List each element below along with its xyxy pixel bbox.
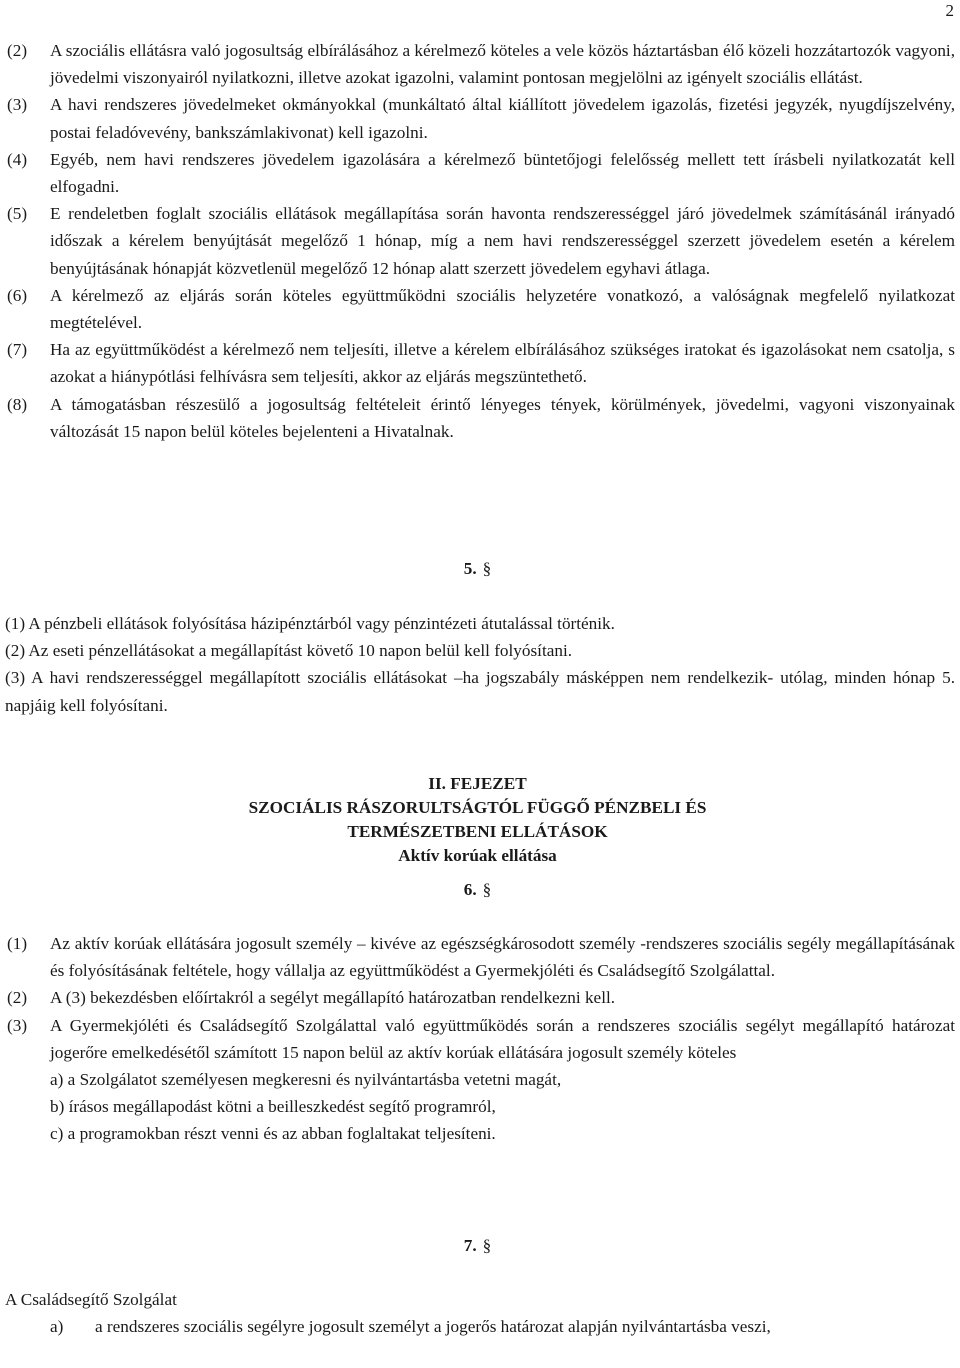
section-7-item-a xyxy=(0,1313,955,1340)
subitem-c: c) a programokban részt venni és az abban foglaltakat teljesíteni. xyxy=(50,1124,496,1144)
paragraph-2 xyxy=(0,37,955,91)
section-sign: § xyxy=(482,880,492,899)
section-number: 7. xyxy=(463,1236,477,1255)
chapter-heading xyxy=(0,772,955,868)
paragraph-number: (5) xyxy=(7,204,28,224)
paragraph-8 xyxy=(0,391,955,445)
section-sign: § xyxy=(482,1236,492,1255)
paragraph-5 xyxy=(0,200,955,282)
section-6-paragraph-1 xyxy=(0,930,955,984)
paragraph-text: A (3) bekezdésben előírtakról a segélyt megállapító határozatban rendelkezni kell. xyxy=(50,988,616,1008)
item-letter: a) xyxy=(50,1317,64,1337)
paragraph-number: (7) xyxy=(7,340,28,360)
subitem-a: a) a Szolgálatot személyesen megkeresni és nyilvántartásba vetetni magát, xyxy=(50,1070,562,1090)
paragraph-number: (3) xyxy=(7,95,28,115)
paragraph-3 xyxy=(0,91,955,145)
section-6-paragraph-2 xyxy=(0,984,955,1011)
paragraph-text: A havi rendszeres jövedelmeket okmányokkal (munkáltató által kiállított jövedelem igazolás, fizetési jegyzék, nyugdíjszelvény, postai feladóvevény, bankszámlakivonat) kell igazolni. xyxy=(50,95,955,142)
page-number: 2 xyxy=(945,1,954,20)
section-number: 6. xyxy=(463,880,477,899)
paragraph-number: (8) xyxy=(7,394,28,414)
chapter-title-line-1: SZOCIÁLIS RÁSZORULTSÁGTÓL FÜGGŐ PÉNZBELI ÉS xyxy=(248,798,707,817)
section-5-heading xyxy=(0,555,955,582)
section-6-heading xyxy=(0,876,955,903)
paragraph-text: E rendeletben foglalt szociális ellátások megállapítása során havonta rendszerességgel járó jövedelmek számításánál irányadó időszak a kérelem benyújtását megelőző 1 hónap, míg a nem havi rendszerességgel szerzett jövedelem esetén a kérelem benyújtásának hónapját közvetlenül megelőző 12 hónap alatt szerzett jövedelem egyhavi átlaga. xyxy=(50,204,955,278)
chapter-number: II. FEJEZET xyxy=(428,774,527,793)
paragraph-text: A szociális ellátásra való jogosultság elbírálásához a kérelmező köteles a vele közös háztartásban élő közeli hozzátartozók vagyoni, jövedelmi viszonyairól nyilatkozni, illetve azokat igazolni, valamint pontosan megjelölni az igényelt szociális ellátást. xyxy=(50,41,955,88)
paragraph-number: (4) xyxy=(7,149,28,169)
section-7-intro: A Családsegítő Szolgálat xyxy=(5,1290,177,1309)
section-7-body xyxy=(0,1286,955,1340)
section-5-paragraphs xyxy=(0,610,955,719)
paragraph-number: (6) xyxy=(7,285,28,305)
item-text: a rendszeres szociális segélyre jogosult személyt a jogerős határozat alapján nyilvántartásba veszi, xyxy=(95,1317,771,1337)
section-6-paragraph-3 xyxy=(0,1012,955,1066)
paragraph-text: A támogatásban részesülő a jogosultság feltételeit érintő lényeges tények, körülmények, jövedelmi, vagyoni viszonyainak változását 15 napon belül köteles bejelenteni a Hivatalnak. xyxy=(50,394,955,441)
paragraph-number: (2) xyxy=(7,41,28,60)
section-sign: § xyxy=(482,559,492,578)
paragraph-text: Egyéb, nem havi rendszeres jövedelem igazolására a kérelmező büntetőjogi felelősség mellett tett írásbeli nyilatkozatát kell elfogadni. xyxy=(50,149,955,197)
section-6-paragraphs xyxy=(0,930,955,1148)
section-5-paragraph-2: (2) Az eseti pénzellátásokat a megállapítást követő 10 napon belül kell folyósítani. xyxy=(5,641,573,661)
section-number: 5. xyxy=(463,559,477,578)
paragraph-number: (2) xyxy=(7,988,28,1008)
chapter-title-line-2: TERMÉSZETBENI ELLÁTÁSOK xyxy=(347,822,608,841)
chapter-subtitle: Aktív korúak ellátása xyxy=(398,846,557,865)
paragraph-text: A Gyermekjóléti és Családsegítő Szolgálattal való együttműködés során a rendszeres szociális segélyt megállapító határozat jogerőre emelkedésétől számított 15 napon belül az aktív korúak ellátására jogosult személy köteles xyxy=(50,1015,955,1062)
subitem-b: b) írásos megállapodást kötni a beilleszkedést segítő programról, xyxy=(50,1097,496,1117)
paragraph-6 xyxy=(0,282,955,336)
section-7-heading xyxy=(0,1232,955,1259)
paragraph-text: Ha az együttműködést a kérelmező nem teljesíti, illetve a kérelem elbírálásához szükséges iratokat és igazolásokat nem csatolja, s azokat a hiánypótlási felhívásra sem teljesíti, akkor az eljárás megszüntethető. xyxy=(50,340,955,387)
paragraph-text: Az aktív korúak ellátására jogosult személy – kivéve az egészségkárosodott személy -rendszeres szociális segély megállapításának és folyósításának feltétele, hogy vállalja az együttműködést a Gyermekjóléti és Családsegítő Szolgálattal. xyxy=(50,934,955,981)
paragraph-number: (1) xyxy=(7,934,28,953)
paragraph-7 xyxy=(0,336,955,390)
paragraph-4 xyxy=(0,146,955,200)
paragraph-text: A kérelmező az eljárás során köteles együttműködni szociális helyzetére vonatkozó, a valóságnak megfelelő nyilatkozat megtételével. xyxy=(50,285,955,333)
section-5-paragraph-3: (3) A havi rendszerességgel megállapított szociális ellátásokat –ha jogszabály másképpen nem rendelkezik- utólag, minden hónap 5. napjáig kell folyósítani. xyxy=(5,668,955,715)
paragraph-number: (3) xyxy=(7,1015,28,1035)
paragraphs-block-1 xyxy=(0,37,955,445)
section-5-paragraph-1: (1) A pénzbeli ellátások folyósítása házipénztárból vagy pénzintézeti átutalással történik. xyxy=(5,614,615,633)
